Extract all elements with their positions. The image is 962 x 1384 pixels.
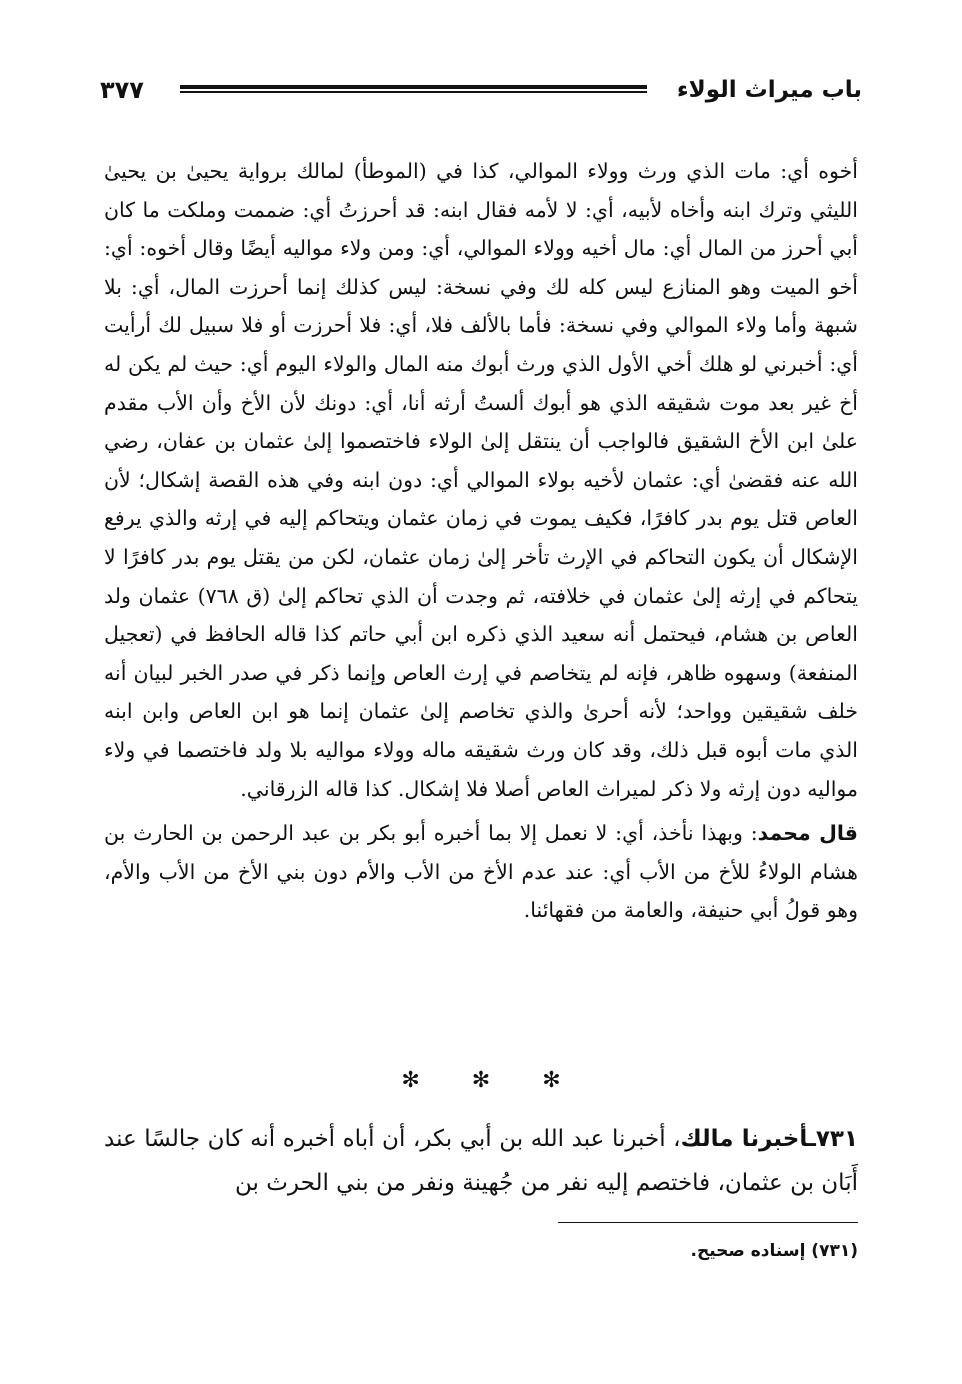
hadith-text: ، أخبرنا عبد الله بن أبي بكر، أن أباه أخبره أنه كان جالسًا عند أَبَان بن عثمان، فاختصم إليه نفر من جُهينة ونفر من بني الحرث بن xyxy=(104,1126,858,1196)
speaker-label: قال محمد xyxy=(757,821,858,846)
section-separator-asterisks: ✻✻✻ xyxy=(401,1068,613,1093)
footnote-rule xyxy=(558,1222,858,1223)
commentary-paragraph-text: وبهذا نأخذ، أي: لا نعمل إلا بما أخبره أبو بكر بن عبد الرحمن بن الحارث بن هشام الولاءُ للأخ من الأب أي: عند عدم الأخ من الأب والأم دون بني الأخ من الأب والأم، وهو قولُ أبي حنيفة، والعامة من فقهائنا. xyxy=(104,821,858,923)
hadith-paragraph xyxy=(104,1117,858,1205)
commentary-body xyxy=(104,152,858,930)
hadith-block xyxy=(104,1117,858,1205)
speaker-colon: : xyxy=(742,821,758,846)
running-header xyxy=(100,70,862,110)
header-double-rule xyxy=(180,85,647,93)
footnote: (٧٣١) إسناده صحيح. xyxy=(690,1241,858,1261)
hadith-number-dash: ـ xyxy=(808,1126,816,1152)
page-number: ٣٧٧ xyxy=(100,76,144,104)
hadith-lead: أخبرنا مالك xyxy=(680,1126,808,1152)
chapter-title: باب ميراث الولاء xyxy=(676,77,862,103)
commentary-paragraph-muhammad xyxy=(104,814,858,930)
commentary-paragraph: أخوه أي: مات الذي ورث وولاء الموالي، كذا في (الموطأ) لمالك برواية يحيىٰ بن يحيىٰ الليثي وترك ابنه وأخاه لأبيه، أي: لا لأمه فقال ابنه: قد أحرزتُ أي: ضممت وملكت ما كان أبي أحرز من المال أي: مال أخيه وولاء الموالي، أي: ومن ولاء مواليه أيضًا وقال أخوه: أي: أخو الميت وهو المنازع ليس كله لك وفي نسخة: ليس كذلك إنما أحرزت المال، أي: بلا شبهة وأما ولاء الموالي وفي نسخة: فأما بالألف فلا، أي: فلا أحرزت أو فلا سبيل لك أرأيت أي: أخبرني لو هلك أخي الأول الذي ورث أبوك منه المال والولاء اليوم أي: حيث لم يكن له أخ غير بعد موت شقيقه الذي هو أبوك ألستُ أرثه أنا، أي: دونك لأن الأخ وأن الأب مقدم علىٰ ابن الأخ الشقيق فالواجب أن ينتقل إلىٰ الولاء فاختصموا إلىٰ عثمان بن عفان، رضي الله عنه فقضىٰ أي: عثمان لأخيه بولاء الموالي أي: دون ابنه وفي هذه القصة إشكال؛ لأن العاص قتل يوم بدر كافرًا، فكيف يموت في زمان عثمان ويتحاكم إليه في إرثه والذي يرفع الإشكال أن يكون التحاكم في الإرث تأخر إلىٰ زمان عثمان، لكن من يقتل يوم بدر كافرًا لا يتحاكم في إرثه إلىٰ عثمان في خلافته، ثم وجدت أن الذي تحاكم إلىٰ (ق ٧٦٨) عثمان ولد العاص بن هشام، فيحتمل أنه سعيد الذي ذكره ابن أبي حاتم كذا قاله الحافظ في (تعجيل المنفعة) وسهوه ظاهر، فإنه لم يتخاصم في إرث العاص وإنما ذكر في صدر الخبر لبيان أنه خلف شقيقين وواحد؛ لأنه أحرىٰ والذي تخاصم إلىٰ عثمان إنما هو ابن العاص وابن ابنه الذي مات أبوه قبل ذلك، وقد كان ورث شقيقه ماله وولاء مواليه بلا ولد فاختصما في ولاء مواليه دون إرثه ولا ذكر لميراث العاص أصلا فلا إشكال. كذا قاله الزرقاني. xyxy=(104,159,858,801)
hadith-number: ٧٣١ xyxy=(815,1126,858,1152)
